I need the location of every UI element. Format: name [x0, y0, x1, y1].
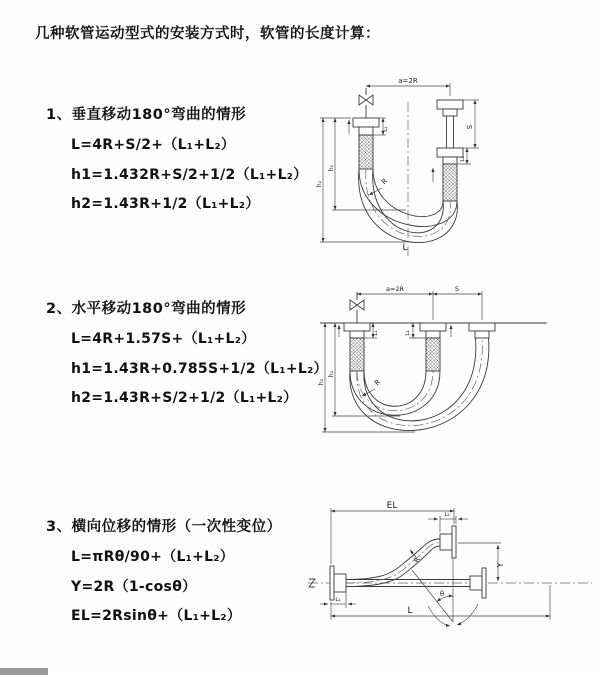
braid-section	[350, 338, 364, 371]
left-fitting	[344, 323, 370, 371]
dim-label-l: L	[407, 606, 413, 616]
section-3	[46, 515, 282, 632]
section-2-formulas	[46, 325, 328, 414]
braid-section	[359, 135, 373, 169]
formula-line: L=πRθ/90+（L₁+L₂）	[71, 549, 235, 565]
dim-label-l1: L₁	[373, 330, 379, 336]
diagram-lateral-displacement	[300, 498, 600, 648]
right-flange	[470, 568, 486, 598]
dim-label-l1: L₁	[335, 597, 341, 603]
section-3-heading: 3、横向位移的情形（一次性变位）	[46, 519, 282, 535]
dim-heights	[322, 323, 415, 432]
hose-bends	[350, 338, 489, 431]
dim-label-s: S	[466, 124, 474, 130]
braid-section	[426, 338, 440, 371]
right-fitting	[437, 100, 463, 201]
dim-label-r: R	[412, 555, 422, 565]
braid-section	[443, 164, 457, 201]
dim-label-l2: L₂	[405, 330, 411, 336]
diagram-1-svg	[313, 72, 583, 262]
formula-line: h2=1.43R+S/2+1/2（L₁+L₂）	[71, 390, 298, 406]
dim-label-l: L	[402, 243, 408, 253]
dim-label-el: EL	[386, 501, 398, 511]
section-1-heading: 1、垂直移动180°弯曲的情形	[46, 107, 247, 123]
formula-line: h1=1.432R+S/2+1/2（L₁+L₂）	[71, 166, 308, 183]
dim-label-h2: h₂	[318, 378, 325, 386]
displaced-flange	[440, 526, 456, 558]
section-2	[46, 297, 328, 414]
dim-label-h1: h₁	[328, 164, 335, 172]
section-1	[46, 103, 308, 220]
dim-label-y: Y	[496, 562, 505, 568]
dim-label-span: a=2R	[398, 77, 418, 85]
dim-el	[331, 508, 454, 564]
diagram-3-svg	[300, 498, 600, 648]
page-edge-artifact	[0, 668, 48, 675]
dim-label-h2: h₂	[316, 180, 323, 188]
dim-stroke	[463, 100, 479, 148]
dim-label-l1: L₁	[383, 126, 389, 132]
hose-centerline	[346, 543, 440, 584]
middle-fitting	[420, 323, 446, 371]
formula-line: L=4R+S/2+（L₁+L₂）	[71, 137, 236, 153]
valve-icon	[359, 88, 373, 118]
formula-line: L=4R+1.57S+（L₁+L₂）	[71, 331, 256, 347]
formula-line: h1=1.43R+0.785S+1/2（L₁+L₂）	[71, 360, 328, 377]
formula-line: EL=2Rsinθ+（L₁+L₂）	[71, 608, 242, 624]
dim-label-s: S	[454, 285, 460, 293]
formula-line: h2=1.43R+1/2（L₁+L₂）	[71, 196, 260, 212]
dim-top	[357, 291, 482, 320]
section-1-formulas	[46, 131, 308, 220]
dim-label-r: R	[373, 378, 383, 388]
diagram-horizontal-180-bend	[315, 280, 585, 460]
formula-line: Y=2R（1-cosθ）	[71, 578, 197, 595]
valve-icon	[350, 292, 364, 323]
right-fitting	[469, 323, 495, 338]
left-flange	[330, 566, 346, 600]
dim-offset	[458, 543, 501, 581]
diagram-vertical-180-bend	[313, 72, 583, 262]
dim-label-r: R	[380, 177, 390, 187]
section-3-formulas	[46, 543, 282, 632]
diagram-2-svg	[315, 280, 585, 460]
dim-label-span: a=2R	[385, 285, 405, 293]
dim-label-theta: θ	[439, 590, 445, 598]
dim-label-h1: h₁	[328, 370, 335, 378]
dim-label-l2: L₂	[444, 512, 450, 518]
dim-label-l2: L₂	[460, 156, 466, 162]
section-2-heading: 2、水平移动180°弯曲的情形	[46, 301, 247, 317]
left-fitting	[353, 118, 379, 169]
page-title: 几种软管运动型式的安装方式时，软管的长度计算：	[35, 26, 380, 42]
dim-fitting-right	[428, 516, 468, 532]
